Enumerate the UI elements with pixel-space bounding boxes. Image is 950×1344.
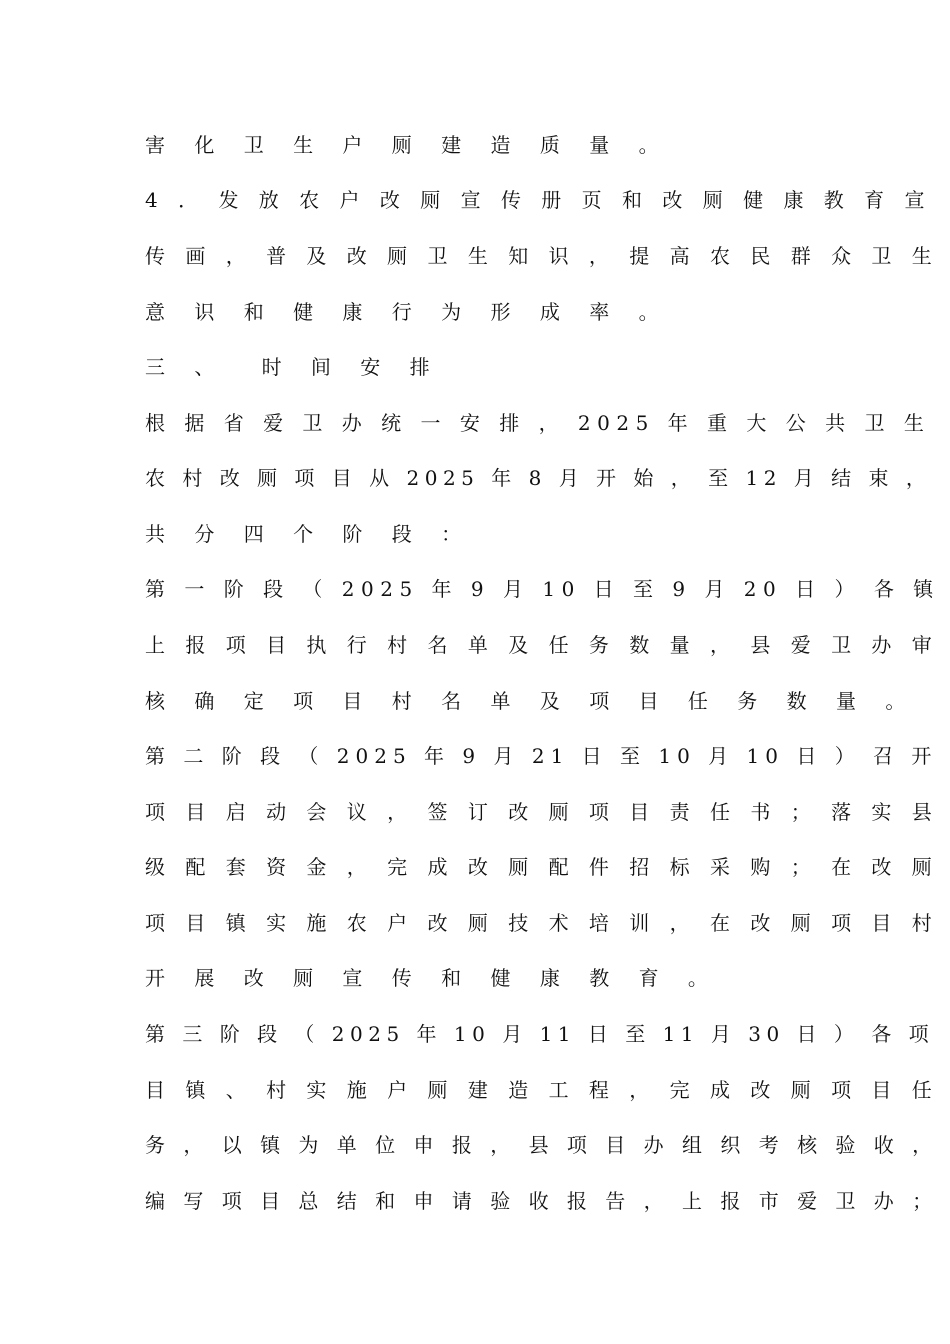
section-heading: 三 、 时 间 安 排 (145, 355, 442, 379)
text-line: 害 化 卫 生 户 厕 建 造 质 量 。 (145, 133, 671, 157)
text-line: 开 展 改 厕 宣 传 和 健 康 教 育 。 (145, 966, 720, 990)
text-line: 4 ． 发 放 农 户 改 厕 宣 传 册 页 和 改 厕 健 康 教 育 宣 (145, 188, 932, 212)
text-line: 意 识 和 健 康 行 为 形 成 率 。 (145, 300, 671, 324)
text-line: 编 写 项 目 总 结 和 申 请 验 收 报 告 ， 上 报 市 爱 卫 办 ； (145, 1189, 939, 1213)
text-line: 项 目 启 动 会 议 ， 签 订 改 厕 项 目 责 任 书 ； 落 实 县 (145, 800, 939, 824)
text-line: 级 配 套 资 金 ， 完 成 改 厕 配 件 招 标 采 购 ； 在 改 厕 (145, 855, 939, 879)
text-line: 核 确 定 项 目 村 名 单 及 项 目 任 务 数 量 。 (145, 689, 917, 713)
text-line: 项 目 镇 实 施 农 户 改 厕 技 术 培 训 ， 在 改 厕 项 目 村 (145, 911, 939, 935)
text-line: 农 村 改 厕 项 目 从 2025 年 8 月 开 始 ， 至 12 月 结 束 ， (145, 466, 932, 490)
text-line: 第 二 阶 段 （ 2025 年 9 月 21 日 至 10 月 10 日 ） 召 开 (145, 744, 938, 768)
text-line: 传 画 ， 普 及 改 厕 卫 生 知 识 ， 提 高 农 民 群 众 卫 生 (145, 244, 939, 268)
text-line: 第 一 阶 段 （ 2025 年 9 月 10 日 至 9 月 20 日 ） 各 镇 (145, 577, 940, 601)
text-line: 第 三 阶 段 （ 2025 年 10 月 11 日 至 11 月 30 日 ） 各 项 (145, 1022, 935, 1046)
text-line: 上 报 项 目 执 行 村 名 单 及 任 务 数 量 ， 县 爱 卫 办 审 (145, 633, 939, 657)
text-line: 共 分 四 个 阶 段 ： (145, 522, 473, 546)
text-line: 根 据 省 爱 卫 办 统 一 安 排 ， 2025 年 重 大 公 共 卫 生 (145, 411, 931, 435)
text-line: 目 镇 、 村 实 施 户 厕 建 造 工 程 ， 完 成 改 厕 项 目 任 (145, 1078, 939, 1102)
text-line: 务 ， 以 镇 为 单 位 申 报 ， 县 项 目 办 组 织 考 核 验 收 ， (145, 1133, 939, 1157)
